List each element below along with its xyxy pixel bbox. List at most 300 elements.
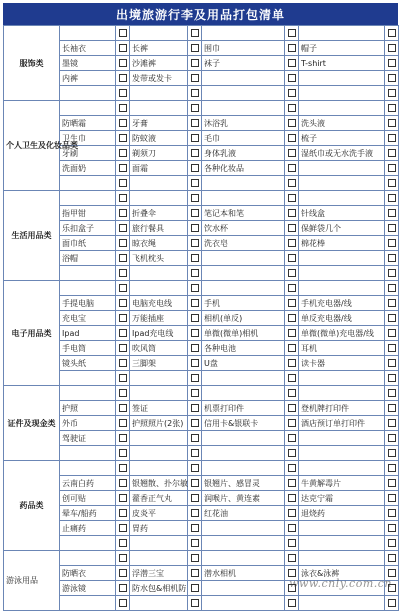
- checkbox[interactable]: [188, 431, 202, 446]
- checkbox[interactable]: [188, 101, 202, 116]
- checkbox[interactable]: [385, 41, 399, 56]
- checkbox-square[interactable]: [191, 104, 199, 112]
- checkbox[interactable]: [385, 401, 399, 416]
- checkbox[interactable]: [116, 311, 130, 326]
- checkbox-square[interactable]: [191, 434, 199, 442]
- checkbox-square[interactable]: [388, 539, 396, 547]
- checkbox-square[interactable]: [119, 524, 127, 532]
- checkbox[interactable]: [285, 416, 299, 431]
- checkbox[interactable]: [385, 596, 399, 611]
- checkbox[interactable]: [188, 386, 202, 401]
- checkbox-square[interactable]: [119, 419, 127, 427]
- checkbox-square[interactable]: [288, 134, 296, 142]
- checkbox[interactable]: [285, 176, 299, 191]
- checkbox-square[interactable]: [191, 419, 199, 427]
- checkbox-square[interactable]: [191, 464, 199, 472]
- checkbox[interactable]: [385, 326, 399, 341]
- checkbox-square[interactable]: [388, 344, 396, 352]
- checkbox[interactable]: [385, 101, 399, 116]
- checkbox-square[interactable]: [388, 509, 396, 517]
- checkbox[interactable]: [285, 506, 299, 521]
- checkbox-square[interactable]: [388, 494, 396, 502]
- checkbox[interactable]: [385, 536, 399, 551]
- checkbox[interactable]: [385, 131, 399, 146]
- checkbox[interactable]: [188, 176, 202, 191]
- checkbox-square[interactable]: [119, 554, 127, 562]
- checkbox[interactable]: [385, 386, 399, 401]
- checkbox-square[interactable]: [388, 194, 396, 202]
- checkbox[interactable]: [188, 116, 202, 131]
- checkbox-square[interactable]: [119, 224, 127, 232]
- checkbox-square[interactable]: [388, 524, 396, 532]
- checkbox[interactable]: [385, 341, 399, 356]
- checkbox-square[interactable]: [388, 179, 396, 187]
- checkbox[interactable]: [285, 296, 299, 311]
- checkbox[interactable]: [188, 56, 202, 71]
- checkbox-square[interactable]: [191, 599, 199, 607]
- checkbox-square[interactable]: [191, 359, 199, 367]
- checkbox[interactable]: [188, 296, 202, 311]
- checkbox[interactable]: [116, 491, 130, 506]
- checkbox[interactable]: [385, 356, 399, 371]
- checkbox[interactable]: [385, 476, 399, 491]
- checkbox[interactable]: [285, 401, 299, 416]
- checkbox[interactable]: [116, 26, 130, 41]
- checkbox-square[interactable]: [191, 179, 199, 187]
- checkbox[interactable]: [116, 566, 130, 581]
- checkbox[interactable]: [385, 236, 399, 251]
- checkbox-square[interactable]: [119, 599, 127, 607]
- checkbox[interactable]: [188, 206, 202, 221]
- checkbox[interactable]: [188, 416, 202, 431]
- checkbox-square[interactable]: [191, 524, 199, 532]
- checkbox[interactable]: [188, 266, 202, 281]
- checkbox-square[interactable]: [288, 89, 296, 97]
- checkbox[interactable]: [385, 491, 399, 506]
- checkbox-square[interactable]: [191, 239, 199, 247]
- checkbox-square[interactable]: [288, 569, 296, 577]
- checkbox[interactable]: [188, 281, 202, 296]
- checkbox-square[interactable]: [288, 599, 296, 607]
- checkbox[interactable]: [285, 461, 299, 476]
- checkbox[interactable]: [188, 86, 202, 101]
- checkbox-square[interactable]: [119, 299, 127, 307]
- checkbox-square[interactable]: [388, 374, 396, 382]
- checkbox[interactable]: [385, 146, 399, 161]
- checkbox-square[interactable]: [119, 284, 127, 292]
- checkbox[interactable]: [116, 341, 130, 356]
- checkbox-square[interactable]: [288, 344, 296, 352]
- checkbox[interactable]: [116, 236, 130, 251]
- checkbox[interactable]: [385, 281, 399, 296]
- checkbox-square[interactable]: [388, 209, 396, 217]
- checkbox-square[interactable]: [191, 164, 199, 172]
- checkbox-square[interactable]: [119, 209, 127, 217]
- checkbox-square[interactable]: [191, 374, 199, 382]
- checkbox-square[interactable]: [119, 389, 127, 397]
- checkbox[interactable]: [116, 86, 130, 101]
- checkbox[interactable]: [188, 446, 202, 461]
- checkbox[interactable]: [116, 356, 130, 371]
- checkbox-square[interactable]: [288, 329, 296, 337]
- checkbox[interactable]: [116, 206, 130, 221]
- checkbox[interactable]: [385, 116, 399, 131]
- checkbox-square[interactable]: [191, 584, 199, 592]
- checkbox[interactable]: [285, 86, 299, 101]
- checkbox-square[interactable]: [191, 149, 199, 157]
- checkbox-square[interactable]: [191, 194, 199, 202]
- checkbox-square[interactable]: [119, 374, 127, 382]
- checkbox-square[interactable]: [388, 164, 396, 172]
- checkbox-square[interactable]: [288, 149, 296, 157]
- checkbox-square[interactable]: [288, 404, 296, 412]
- checkbox-square[interactable]: [191, 329, 199, 337]
- checkbox-square[interactable]: [388, 119, 396, 127]
- checkbox-square[interactable]: [388, 419, 396, 427]
- checkbox[interactable]: [285, 371, 299, 386]
- checkbox-square[interactable]: [191, 119, 199, 127]
- checkbox-square[interactable]: [119, 89, 127, 97]
- checkbox-square[interactable]: [388, 224, 396, 232]
- checkbox-square[interactable]: [191, 89, 199, 97]
- checkbox-square[interactable]: [191, 479, 199, 487]
- checkbox-square[interactable]: [288, 449, 296, 457]
- checkbox[interactable]: [385, 251, 399, 266]
- checkbox[interactable]: [385, 56, 399, 71]
- checkbox-square[interactable]: [288, 419, 296, 427]
- checkbox-square[interactable]: [119, 539, 127, 547]
- checkbox[interactable]: [385, 191, 399, 206]
- checkbox-square[interactable]: [191, 59, 199, 67]
- checkbox-square[interactable]: [119, 74, 127, 82]
- checkbox-square[interactable]: [191, 569, 199, 577]
- checkbox-square[interactable]: [288, 374, 296, 382]
- checkbox[interactable]: [285, 281, 299, 296]
- checkbox[interactable]: [385, 161, 399, 176]
- checkbox-square[interactable]: [119, 404, 127, 412]
- checkbox[interactable]: [285, 536, 299, 551]
- checkbox[interactable]: [116, 131, 130, 146]
- checkbox-square[interactable]: [119, 449, 127, 457]
- checkbox-square[interactable]: [288, 389, 296, 397]
- checkbox-square[interactable]: [288, 44, 296, 52]
- checkbox[interactable]: [188, 356, 202, 371]
- checkbox[interactable]: [385, 206, 399, 221]
- checkbox-square[interactable]: [388, 554, 396, 562]
- checkbox[interactable]: [188, 341, 202, 356]
- checkbox-square[interactable]: [388, 74, 396, 82]
- checkbox[interactable]: [188, 161, 202, 176]
- checkbox[interactable]: [285, 431, 299, 446]
- checkbox[interactable]: [188, 536, 202, 551]
- checkbox-square[interactable]: [288, 269, 296, 277]
- checkbox-square[interactable]: [288, 224, 296, 232]
- checkbox-square[interactable]: [388, 44, 396, 52]
- checkbox[interactable]: [188, 476, 202, 491]
- checkbox[interactable]: [116, 116, 130, 131]
- checkbox[interactable]: [285, 551, 299, 566]
- checkbox-square[interactable]: [288, 314, 296, 322]
- checkbox[interactable]: [285, 356, 299, 371]
- checkbox-square[interactable]: [288, 539, 296, 547]
- checkbox[interactable]: [285, 446, 299, 461]
- checkbox-square[interactable]: [388, 479, 396, 487]
- checkbox[interactable]: [188, 146, 202, 161]
- checkbox[interactable]: [285, 56, 299, 71]
- checkbox-square[interactable]: [388, 239, 396, 247]
- checkbox[interactable]: [116, 56, 130, 71]
- checkbox[interactable]: [188, 461, 202, 476]
- checkbox-square[interactable]: [119, 464, 127, 472]
- checkbox-square[interactable]: [288, 434, 296, 442]
- checkbox[interactable]: [385, 311, 399, 326]
- checkbox-square[interactable]: [288, 524, 296, 532]
- checkbox-square[interactable]: [191, 284, 199, 292]
- checkbox[interactable]: [188, 41, 202, 56]
- checkbox[interactable]: [116, 101, 130, 116]
- checkbox[interactable]: [385, 266, 399, 281]
- checkbox[interactable]: [285, 101, 299, 116]
- checkbox-square[interactable]: [191, 344, 199, 352]
- checkbox[interactable]: [385, 506, 399, 521]
- checkbox[interactable]: [188, 326, 202, 341]
- checkbox-square[interactable]: [388, 329, 396, 337]
- checkbox-square[interactable]: [191, 494, 199, 502]
- checkbox[interactable]: [285, 161, 299, 176]
- checkbox[interactable]: [116, 251, 130, 266]
- checkbox-square[interactable]: [119, 104, 127, 112]
- checkbox[interactable]: [116, 416, 130, 431]
- checkbox-square[interactable]: [288, 239, 296, 247]
- checkbox-square[interactable]: [288, 74, 296, 82]
- checkbox[interactable]: [116, 551, 130, 566]
- checkbox-square[interactable]: [388, 359, 396, 367]
- checkbox-square[interactable]: [288, 59, 296, 67]
- checkbox[interactable]: [188, 401, 202, 416]
- checkbox[interactable]: [285, 41, 299, 56]
- checkbox[interactable]: [116, 296, 130, 311]
- checkbox-square[interactable]: [288, 299, 296, 307]
- checkbox[interactable]: [385, 71, 399, 86]
- checkbox[interactable]: [188, 71, 202, 86]
- checkbox[interactable]: [116, 506, 130, 521]
- checkbox[interactable]: [116, 536, 130, 551]
- checkbox[interactable]: [385, 26, 399, 41]
- checkbox[interactable]: [116, 41, 130, 56]
- checkbox[interactable]: [285, 386, 299, 401]
- checkbox-square[interactable]: [388, 269, 396, 277]
- checkbox-square[interactable]: [388, 89, 396, 97]
- checkbox-square[interactable]: [119, 329, 127, 337]
- checkbox[interactable]: [116, 221, 130, 236]
- checkbox[interactable]: [188, 131, 202, 146]
- checkbox[interactable]: [385, 176, 399, 191]
- checkbox-square[interactable]: [119, 194, 127, 202]
- checkbox-square[interactable]: [288, 209, 296, 217]
- checkbox-square[interactable]: [388, 599, 396, 607]
- checkbox-square[interactable]: [288, 509, 296, 517]
- checkbox[interactable]: [188, 371, 202, 386]
- checkbox[interactable]: [285, 251, 299, 266]
- checkbox-square[interactable]: [388, 284, 396, 292]
- checkbox-square[interactable]: [388, 389, 396, 397]
- checkbox[interactable]: [285, 116, 299, 131]
- checkbox[interactable]: [385, 446, 399, 461]
- checkbox-square[interactable]: [119, 509, 127, 517]
- checkbox[interactable]: [188, 236, 202, 251]
- checkbox[interactable]: [188, 251, 202, 266]
- checkbox[interactable]: [188, 26, 202, 41]
- checkbox[interactable]: [385, 296, 399, 311]
- checkbox[interactable]: [188, 521, 202, 536]
- checkbox[interactable]: [116, 71, 130, 86]
- checkbox[interactable]: [116, 461, 130, 476]
- checkbox[interactable]: [285, 26, 299, 41]
- checkbox-square[interactable]: [119, 59, 127, 67]
- checkbox-square[interactable]: [119, 359, 127, 367]
- checkbox-square[interactable]: [191, 209, 199, 217]
- checkbox-square[interactable]: [288, 179, 296, 187]
- checkbox-square[interactable]: [288, 554, 296, 562]
- checkbox[interactable]: [285, 311, 299, 326]
- checkbox-square[interactable]: [191, 389, 199, 397]
- checkbox[interactable]: [385, 221, 399, 236]
- checkbox-square[interactable]: [119, 149, 127, 157]
- checkbox-square[interactable]: [119, 314, 127, 322]
- checkbox[interactable]: [116, 521, 130, 536]
- checkbox-square[interactable]: [119, 494, 127, 502]
- checkbox-square[interactable]: [388, 464, 396, 472]
- checkbox[interactable]: [285, 221, 299, 236]
- checkbox-square[interactable]: [288, 254, 296, 262]
- checkbox-square[interactable]: [288, 359, 296, 367]
- checkbox-square[interactable]: [119, 269, 127, 277]
- checkbox-square[interactable]: [388, 404, 396, 412]
- checkbox-square[interactable]: [119, 434, 127, 442]
- checkbox[interactable]: [385, 521, 399, 536]
- checkbox[interactable]: [116, 266, 130, 281]
- checkbox-square[interactable]: [191, 554, 199, 562]
- checkbox-square[interactable]: [288, 464, 296, 472]
- checkbox[interactable]: [285, 326, 299, 341]
- checkbox[interactable]: [116, 386, 130, 401]
- checkbox[interactable]: [116, 581, 130, 596]
- checkbox[interactable]: [188, 581, 202, 596]
- checkbox-square[interactable]: [388, 59, 396, 67]
- checkbox[interactable]: [385, 371, 399, 386]
- checkbox[interactable]: [116, 446, 130, 461]
- checkbox-square[interactable]: [191, 539, 199, 547]
- checkbox[interactable]: [285, 146, 299, 161]
- checkbox[interactable]: [116, 476, 130, 491]
- checkbox[interactable]: [188, 596, 202, 611]
- checkbox[interactable]: [385, 431, 399, 446]
- checkbox-square[interactable]: [288, 164, 296, 172]
- checkbox[interactable]: [285, 476, 299, 491]
- checkbox[interactable]: [116, 176, 130, 191]
- checkbox-square[interactable]: [119, 569, 127, 577]
- checkbox[interactable]: [116, 161, 130, 176]
- checkbox[interactable]: [116, 431, 130, 446]
- checkbox-square[interactable]: [119, 239, 127, 247]
- checkbox[interactable]: [285, 341, 299, 356]
- checkbox[interactable]: [116, 596, 130, 611]
- checkbox-square[interactable]: [388, 104, 396, 112]
- checkbox-square[interactable]: [191, 404, 199, 412]
- checkbox[interactable]: [188, 506, 202, 521]
- checkbox-square[interactable]: [191, 314, 199, 322]
- checkbox-square[interactable]: [288, 284, 296, 292]
- checkbox-square[interactable]: [191, 299, 199, 307]
- checkbox-square[interactable]: [191, 134, 199, 142]
- checkbox-square[interactable]: [119, 479, 127, 487]
- checkbox[interactable]: [385, 551, 399, 566]
- checkbox[interactable]: [188, 491, 202, 506]
- checkbox-square[interactable]: [119, 164, 127, 172]
- checkbox[interactable]: [285, 596, 299, 611]
- checkbox-square[interactable]: [119, 119, 127, 127]
- checkbox[interactable]: [285, 521, 299, 536]
- checkbox[interactable]: [188, 551, 202, 566]
- checkbox[interactable]: [116, 281, 130, 296]
- checkbox-square[interactable]: [288, 29, 296, 37]
- checkbox[interactable]: [285, 266, 299, 281]
- checkbox[interactable]: [285, 71, 299, 86]
- checkbox-square[interactable]: [288, 119, 296, 127]
- checkbox[interactable]: [385, 461, 399, 476]
- checkbox[interactable]: [285, 491, 299, 506]
- checkbox-square[interactable]: [191, 449, 199, 457]
- checkbox[interactable]: [116, 371, 130, 386]
- checkbox[interactable]: [285, 206, 299, 221]
- checkbox-square[interactable]: [288, 494, 296, 502]
- checkbox-square[interactable]: [119, 29, 127, 37]
- checkbox[interactable]: [385, 86, 399, 101]
- checkbox-square[interactable]: [388, 29, 396, 37]
- checkbox-square[interactable]: [191, 254, 199, 262]
- checkbox-square[interactable]: [288, 479, 296, 487]
- checkbox-square[interactable]: [191, 29, 199, 37]
- checkbox-square[interactable]: [388, 449, 396, 457]
- checkbox-square[interactable]: [191, 509, 199, 517]
- checkbox-square[interactable]: [388, 149, 396, 157]
- checkbox[interactable]: [116, 191, 130, 206]
- checkbox[interactable]: [188, 221, 202, 236]
- checkbox-square[interactable]: [388, 569, 396, 577]
- checkbox-square[interactable]: [119, 44, 127, 52]
- checkbox[interactable]: [188, 311, 202, 326]
- checkbox-square[interactable]: [388, 434, 396, 442]
- checkbox-square[interactable]: [119, 584, 127, 592]
- checkbox-square[interactable]: [388, 134, 396, 142]
- checkbox[interactable]: [188, 191, 202, 206]
- checkbox-square[interactable]: [388, 299, 396, 307]
- checkbox[interactable]: [116, 401, 130, 416]
- checkbox-square[interactable]: [119, 344, 127, 352]
- checkbox-square[interactable]: [191, 269, 199, 277]
- checkbox-square[interactable]: [288, 194, 296, 202]
- checkbox[interactable]: [285, 131, 299, 146]
- checkbox-square[interactable]: [191, 224, 199, 232]
- checkbox-square[interactable]: [288, 104, 296, 112]
- checkbox-square[interactable]: [191, 74, 199, 82]
- checkbox-square[interactable]: [191, 44, 199, 52]
- checkbox-square[interactable]: [119, 254, 127, 262]
- checkbox-square[interactable]: [119, 179, 127, 187]
- checkbox[interactable]: [116, 326, 130, 341]
- checkbox[interactable]: [285, 236, 299, 251]
- checkbox-square[interactable]: [119, 134, 127, 142]
